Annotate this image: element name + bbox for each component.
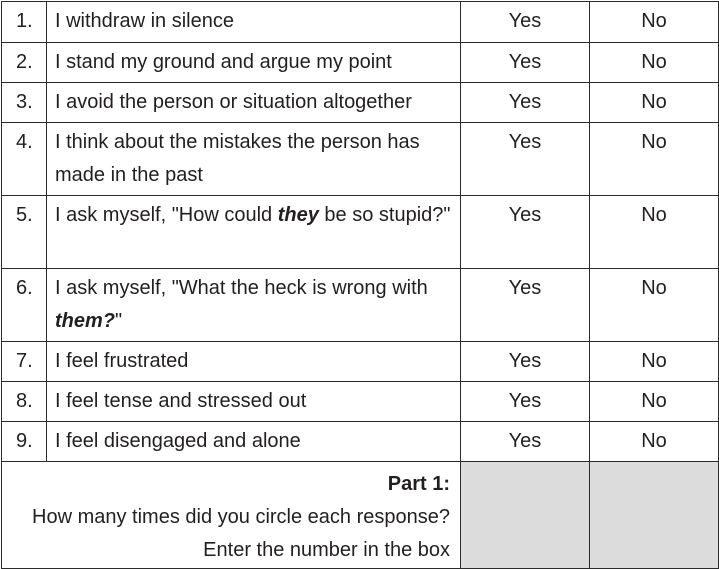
statement: I withdraw in silence bbox=[47, 2, 461, 43]
table-row bbox=[2, 269, 719, 342]
no-option[interactable]: No bbox=[590, 123, 719, 196]
yes-option[interactable]: Yes bbox=[461, 83, 590, 123]
no-option[interactable]: No bbox=[590, 2, 719, 43]
summary-instruction: Enter the number in the box bbox=[203, 539, 450, 561]
row-number: 2. bbox=[2, 43, 47, 83]
table-row bbox=[2, 123, 719, 196]
no-option[interactable]: No bbox=[590, 196, 719, 269]
row-number: 5. bbox=[2, 196, 47, 269]
table-row bbox=[2, 382, 719, 422]
summary-row bbox=[2, 462, 719, 569]
table-row bbox=[2, 422, 719, 462]
row-number: 8. bbox=[2, 382, 47, 422]
no-count-box[interactable] bbox=[590, 462, 719, 569]
yes-option[interactable]: Yes bbox=[461, 269, 590, 342]
no-option[interactable]: No bbox=[590, 269, 719, 342]
yes-option[interactable]: Yes bbox=[461, 123, 590, 196]
summary-question: How many times did you circle each response? bbox=[32, 506, 450, 528]
statement: I avoid the person or situation altogether bbox=[47, 83, 461, 123]
no-option[interactable]: No bbox=[590, 83, 719, 123]
no-option[interactable]: No bbox=[590, 422, 719, 462]
statement: I ask myself, "How could they be so stupid?" bbox=[47, 196, 461, 269]
row-number: 9. bbox=[2, 422, 47, 462]
table-row bbox=[2, 43, 719, 83]
table-row bbox=[2, 196, 719, 269]
no-option[interactable]: No bbox=[590, 382, 719, 422]
yes-option[interactable]: Yes bbox=[461, 422, 590, 462]
statement: I feel disengaged and alone bbox=[47, 422, 461, 462]
yes-option[interactable]: Yes bbox=[461, 196, 590, 269]
table-row bbox=[2, 342, 719, 382]
statement: I feel frustrated bbox=[47, 342, 461, 382]
statement: I feel tense and stressed out bbox=[47, 382, 461, 422]
no-option[interactable]: No bbox=[590, 342, 719, 382]
no-option[interactable]: No bbox=[590, 43, 719, 83]
yes-option[interactable]: Yes bbox=[461, 2, 590, 43]
row-number: 1. bbox=[2, 2, 47, 43]
statement: I stand my ground and argue my point bbox=[47, 43, 461, 83]
table-row bbox=[2, 83, 719, 123]
summary-prompt bbox=[2, 462, 461, 569]
row-number: 3. bbox=[2, 83, 47, 123]
row-number: 4. bbox=[2, 123, 47, 196]
row-number: 7. bbox=[2, 342, 47, 382]
summary-heading: Part 1: bbox=[387, 473, 450, 495]
statement: I think about the mistakes the person has made in the past bbox=[47, 123, 461, 196]
yes-option[interactable]: Yes bbox=[461, 43, 590, 83]
self-assessment-table bbox=[1, 1, 719, 569]
table-row bbox=[2, 2, 719, 43]
yes-option[interactable]: Yes bbox=[461, 382, 590, 422]
statement: I ask myself, "What the heck is wrong with them?" bbox=[47, 269, 461, 342]
yes-option[interactable]: Yes bbox=[461, 342, 590, 382]
yes-count-box[interactable] bbox=[461, 462, 590, 569]
row-number: 6. bbox=[2, 269, 47, 342]
